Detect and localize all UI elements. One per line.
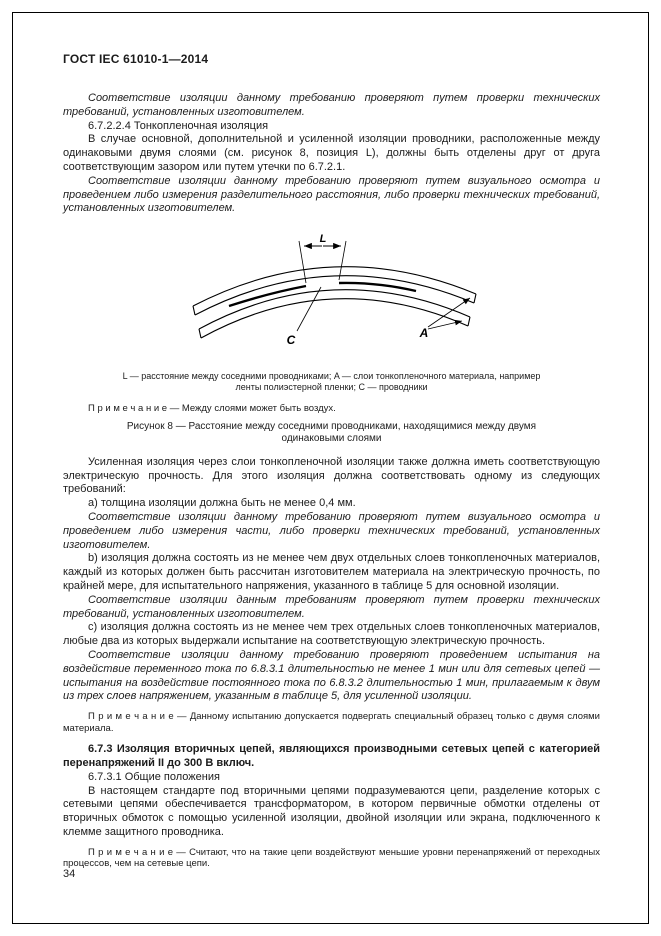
secondary-circuits-paragraph: В настоящем стандарте под вторичными цепями подразумеваются цепи, разделение которых с сетевыми цепями обеспечивается трансформатором, в котором первичные обмотки отделены от вторичных обмоток с помощью усиленной изоляции, двойной изоляции или экрана, подключенного к клемме защитного проводника. (63, 784, 600, 839)
note-paragraph: П р и м е ч а н и е — Данному испытанию допускается подвергать специальный образец только с двумя слоями материала. (63, 711, 600, 734)
callout-C (286, 287, 320, 347)
document-code-header: ГОСТ IEC 61010-1—2014 (63, 52, 209, 66)
heading-6-7-3: 6.7.3 Изоляция вторичных цепей, являющихся производными сетевых цепей с категорией перенапряжений II до 300 В включ. (63, 743, 600, 770)
figure-legend: L — расстояние между соседними проводниками; A — слои тонкопленочного материала, например ленты полиэстерной пленки; C — проводники (122, 371, 541, 393)
compliance-paragraph: Соответствие изоляции данному требованию проверяют проведением испытания на воздействие переменного тока по 6.8.3.1 длительностью не менее 1 мин или для сетевых цепей — испытания на воздействие постоянного тока по 6.8.3.2 длительностью 1 мин, прилагаемым к двум из трех слоев напряжением, указанным в таблице 5, для усиленной изоляции. (63, 648, 600, 703)
heading-6-7-3-1: 6.7.3.1 Общие положения (88, 770, 220, 783)
figure-8 (63, 232, 600, 446)
list-item-c: c) изоляция должна состоять из не менее чем трех отдельных слоев тонкопленочных материалов, любые два из которых выдержали испытание на соответствующую электрическую прочность. (63, 621, 600, 648)
thin-film-paragraph: В случае основной, дополнительной и усиленной изоляции проводники, расположенные между одинаковыми двумя слоями (см. рисунок 8, позиция L), должны быть отделены друг от друга соответствующим зазором или путем утечки по 6.7.2.1. (63, 133, 600, 173)
heading-6-7-2-2-4: 6.7.2.2.4 Тонкопленочная изоляция (88, 119, 269, 132)
figure-note: П р и м е ч а н и е — Между слоями может быть воздух. (88, 403, 336, 415)
callout-A (418, 298, 469, 340)
figure-label-L: L (319, 233, 326, 246)
figure-label-C: C (286, 333, 295, 348)
compliance-paragraph: Соответствие изоляции данным требованиям проверяют путем проверки технических требований, установленных изготовителем. (63, 593, 600, 620)
document-page (63, 52, 600, 877)
figure-8-drawing (167, 232, 497, 362)
note-paragraph: П р и м е ч а н и е — Считают, что на такие цепи воздействуют меньшие уровни перенапряжений от переходных процессов, чем на сетевые цепи. (63, 846, 600, 870)
figure-label-A: A (419, 326, 428, 341)
page-number: 34 (63, 868, 76, 880)
compliance-paragraph: Соответствие изоляции данному требованию проверяют путем проверки технических требований, установленных изготовителем. (63, 92, 600, 118)
list-item-a: a) толщина изоляции должна быть не менее 0,4 мм. (88, 497, 356, 510)
reinforced-insulation-paragraph: Усиленная изоляция через слои тонкопленочной изоляции также должна иметь соответствующую электрическую прочность. Для этого изоляция должна соответствовать одному из следующих требований: (63, 455, 600, 496)
compliance-paragraph: Соответствие изоляции данному требованию проверяют путем визуального осмотра и проведением либо измерения части, либо проверки технических требований, установленных изготовителем. (63, 510, 600, 551)
compliance-paragraph: Соответствие изоляции данному требованию проверяют путем визуального осмотра и проведением либо измерения разделительного расстояния, либо проверки технических требований, установленных изготовителем. (63, 174, 600, 215)
list-item-b: b) изоляция должна состоять из не менее чем двух отдельных слоев тонкопленочных материалов, каждый из которых должен быть рассчитан изготовителем материала на электрическую прочность, по крайней мере, для испытательного напряжения, указанного в таблице 5 для основной изоляции. (63, 552, 600, 592)
figure-caption: Рисунок 8 — Расстояние между соседними проводниками, находящимися между двумя одинаковыми слоями (126, 420, 537, 445)
